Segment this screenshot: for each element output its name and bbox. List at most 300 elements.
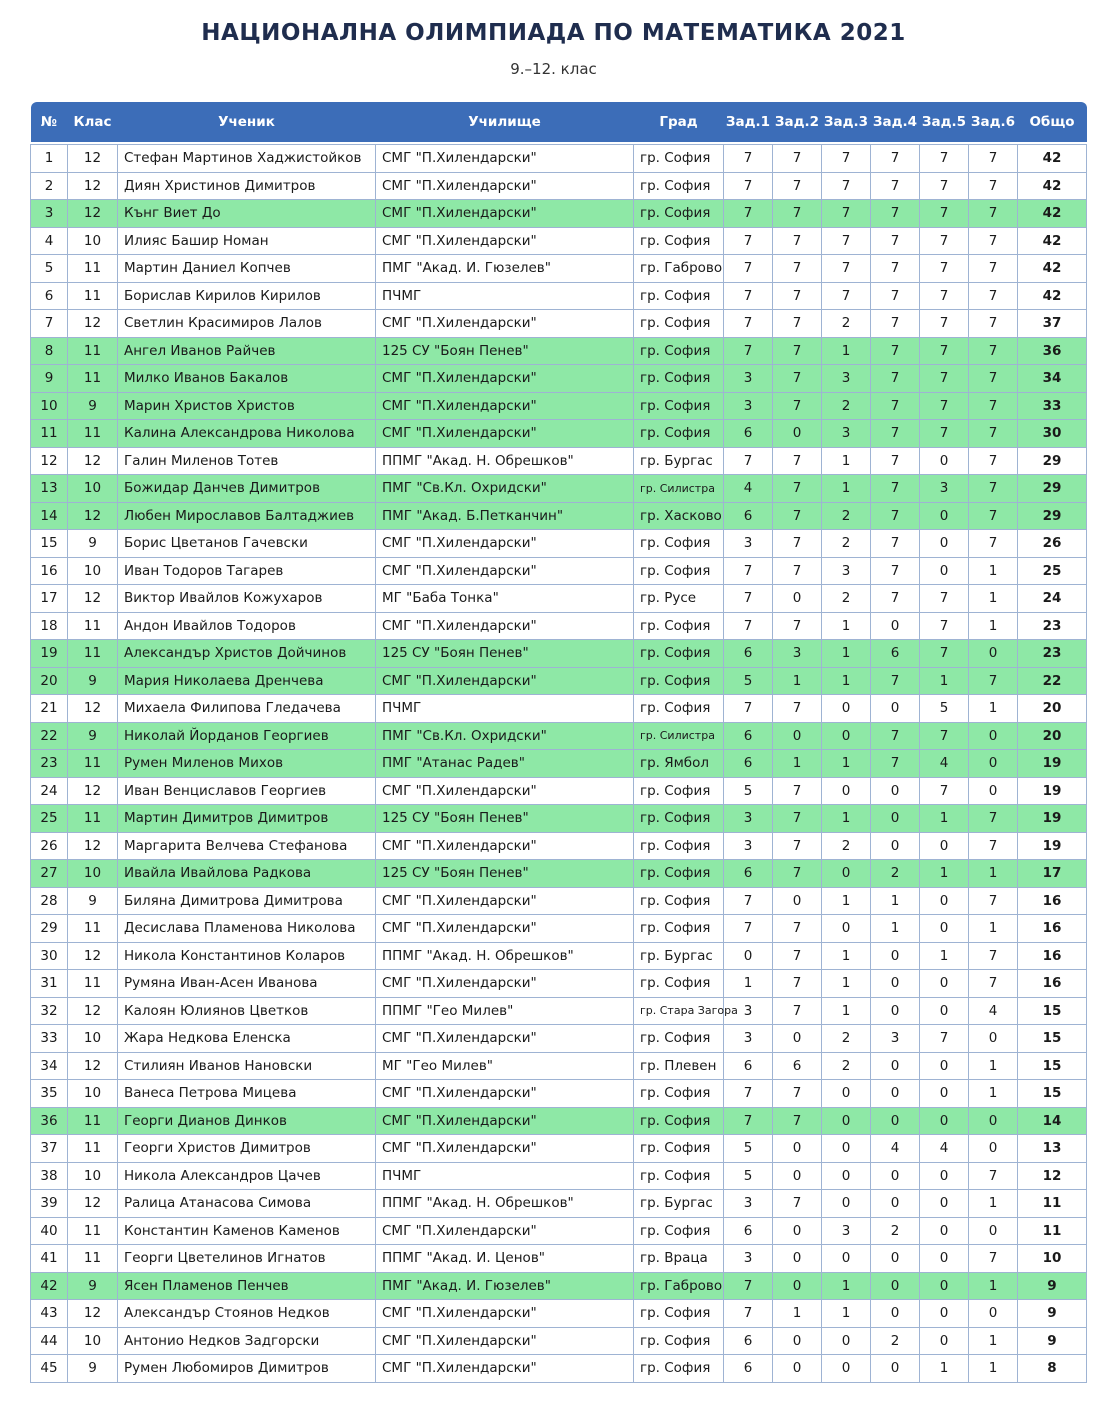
row-task3-score: 7 bbox=[822, 227, 871, 255]
row-task6-score: 1 bbox=[969, 1052, 1018, 1080]
row-student-name: Константин Каменов Каменов bbox=[118, 1217, 376, 1245]
row-task1-score: 5 bbox=[724, 1162, 773, 1190]
row-task6-score: 0 bbox=[969, 1135, 1018, 1163]
row-student-name: Борис Цветанов Гачевски bbox=[118, 530, 376, 558]
row-task6-score: 1 bbox=[969, 1080, 1018, 1108]
row-student-name: Ванеса Петрова Мицева bbox=[118, 1080, 376, 1108]
table-row[interactable] bbox=[31, 1190, 1087, 1218]
row-city: гр. София bbox=[634, 392, 724, 420]
row-task2-score: 0 bbox=[773, 1355, 822, 1383]
row-number: 7 bbox=[31, 310, 68, 338]
row-city: гр. София bbox=[634, 970, 724, 998]
row-task4-score: 7 bbox=[871, 337, 920, 365]
row-task6-score: 7 bbox=[969, 255, 1018, 283]
row-total-score: 25 bbox=[1018, 557, 1087, 585]
row-city: гр. София bbox=[634, 1327, 724, 1355]
table-row[interactable] bbox=[31, 502, 1087, 530]
row-school: СМГ "П.Хилендарски" bbox=[376, 1217, 634, 1245]
row-class: 10 bbox=[68, 860, 118, 888]
row-task5-score: 0 bbox=[920, 915, 969, 943]
row-task5-score: 0 bbox=[920, 1190, 969, 1218]
row-task5-score: 0 bbox=[920, 970, 969, 998]
row-task3-score: 7 bbox=[822, 200, 871, 228]
table-row[interactable] bbox=[31, 392, 1087, 420]
row-total-score: 17 bbox=[1018, 860, 1087, 888]
row-task5-score: 0 bbox=[920, 1162, 969, 1190]
table-row[interactable] bbox=[31, 832, 1087, 860]
row-total-score: 33 bbox=[1018, 392, 1087, 420]
row-city: гр. Ямбол bbox=[634, 750, 724, 778]
table-row[interactable] bbox=[31, 1272, 1087, 1300]
header-task6[interactable]: Зад.6 bbox=[969, 102, 1018, 142]
table-row[interactable] bbox=[31, 970, 1087, 998]
row-number: 23 bbox=[31, 750, 68, 778]
table-row[interactable] bbox=[31, 1052, 1087, 1080]
row-student-name: Михаела Филипова Гледачева bbox=[118, 695, 376, 723]
row-task1-score: 7 bbox=[724, 557, 773, 585]
row-number: 20 bbox=[31, 667, 68, 695]
row-city: гр. Стара Загора bbox=[634, 997, 724, 1025]
row-task4-score: 0 bbox=[871, 832, 920, 860]
row-task1-score: 7 bbox=[724, 585, 773, 613]
table-row[interactable] bbox=[31, 887, 1087, 915]
row-number: 43 bbox=[31, 1300, 68, 1328]
table-row[interactable] bbox=[31, 722, 1087, 750]
row-task3-score: 2 bbox=[822, 310, 871, 338]
row-task4-score: 7 bbox=[871, 750, 920, 778]
row-school: СМГ "П.Хилендарски" bbox=[376, 1135, 634, 1163]
row-student-name: Стефан Мартинов Хаджистойков bbox=[118, 145, 376, 173]
row-city: гр. София bbox=[634, 667, 724, 695]
row-task6-score: 0 bbox=[969, 1300, 1018, 1328]
page-subtitle: 9.–12. клас bbox=[510, 60, 597, 78]
row-task2-score: 7 bbox=[773, 832, 822, 860]
row-total-score: 29 bbox=[1018, 502, 1087, 530]
row-task1-score: 3 bbox=[724, 530, 773, 558]
row-task1-score: 7 bbox=[724, 915, 773, 943]
row-school: СМГ "П.Хилендарски" bbox=[376, 777, 634, 805]
row-class: 9 bbox=[68, 667, 118, 695]
row-task2-score: 0 bbox=[773, 722, 822, 750]
row-task5-score: 0 bbox=[920, 997, 969, 1025]
table-row[interactable] bbox=[31, 640, 1087, 668]
table-row[interactable] bbox=[31, 172, 1087, 200]
row-number: 28 bbox=[31, 887, 68, 915]
table-row[interactable] bbox=[31, 805, 1087, 833]
row-task3-score: 1 bbox=[822, 887, 871, 915]
row-task6-score: 1 bbox=[969, 1190, 1018, 1218]
row-task2-score: 7 bbox=[773, 1080, 822, 1108]
row-task3-score: 1 bbox=[822, 997, 871, 1025]
row-student-name: Галин Миленов Тотев bbox=[118, 447, 376, 475]
row-city: гр. София bbox=[634, 1080, 724, 1108]
row-task6-score: 7 bbox=[969, 667, 1018, 695]
row-number: 12 bbox=[31, 447, 68, 475]
row-task1-score: 3 bbox=[724, 392, 773, 420]
row-task3-score: 2 bbox=[822, 502, 871, 530]
header-school[interactable]: Училище bbox=[376, 102, 634, 142]
row-task4-score: 7 bbox=[871, 475, 920, 503]
row-task6-score: 0 bbox=[969, 777, 1018, 805]
row-task4-score: 7 bbox=[871, 145, 920, 173]
table-row[interactable] bbox=[31, 695, 1087, 723]
row-class: 12 bbox=[68, 502, 118, 530]
row-class: 9 bbox=[68, 1272, 118, 1300]
row-student-name: Андон Ивайлов Тодоров bbox=[118, 612, 376, 640]
row-total-score: 20 bbox=[1018, 695, 1087, 723]
row-task3-score: 1 bbox=[822, 640, 871, 668]
row-city: гр. София bbox=[634, 832, 724, 860]
row-student-name: Ралица Атанасова Симова bbox=[118, 1190, 376, 1218]
row-city: гр. София bbox=[634, 777, 724, 805]
row-task3-score: 1 bbox=[822, 1272, 871, 1300]
row-task2-score: 7 bbox=[773, 310, 822, 338]
row-task1-score: 6 bbox=[724, 420, 773, 448]
row-task4-score: 2 bbox=[871, 1327, 920, 1355]
row-task4-score: 7 bbox=[871, 392, 920, 420]
row-city: гр. София bbox=[634, 310, 724, 338]
row-task3-score: 0 bbox=[822, 1190, 871, 1218]
table-row[interactable] bbox=[31, 1245, 1087, 1273]
row-task5-score: 1 bbox=[920, 1355, 969, 1383]
row-task4-score: 0 bbox=[871, 695, 920, 723]
header-number[interactable]: № bbox=[31, 102, 68, 142]
header-task3[interactable]: Зад.3 bbox=[822, 102, 871, 142]
row-total-score: 34 bbox=[1018, 365, 1087, 393]
row-student-name: Любен Мирославов Балтаджиев bbox=[118, 502, 376, 530]
row-task1-score: 3 bbox=[724, 365, 773, 393]
table-row[interactable] bbox=[31, 255, 1087, 283]
row-student-name: Николай Йорданов Георгиев bbox=[118, 722, 376, 750]
row-task1-score: 4 bbox=[724, 475, 773, 503]
row-total-score: 11 bbox=[1018, 1217, 1087, 1245]
row-number: 26 bbox=[31, 832, 68, 860]
row-task6-score: 7 bbox=[969, 475, 1018, 503]
table-row[interactable] bbox=[31, 200, 1087, 228]
row-task2-score: 0 bbox=[773, 887, 822, 915]
row-task1-score: 1 bbox=[724, 970, 773, 998]
row-task1-score: 5 bbox=[724, 1135, 773, 1163]
row-task5-score: 4 bbox=[920, 750, 969, 778]
row-task4-score: 7 bbox=[871, 172, 920, 200]
row-task5-score: 7 bbox=[920, 145, 969, 173]
row-task1-score: 3 bbox=[724, 1025, 773, 1053]
row-city: гр. София bbox=[634, 365, 724, 393]
row-task6-score: 7 bbox=[969, 200, 1018, 228]
row-total-score: 23 bbox=[1018, 640, 1087, 668]
row-school: СМГ "П.Хилендарски" bbox=[376, 1025, 634, 1053]
row-task6-score: 0 bbox=[969, 640, 1018, 668]
row-task2-score: 7 bbox=[773, 365, 822, 393]
row-task5-score: 7 bbox=[920, 255, 969, 283]
row-number: 27 bbox=[31, 860, 68, 888]
row-task3-score: 1 bbox=[822, 667, 871, 695]
row-task6-score: 7 bbox=[969, 310, 1018, 338]
row-city: гр. Габрово bbox=[634, 1272, 724, 1300]
row-task3-score: 7 bbox=[822, 172, 871, 200]
row-task2-score: 7 bbox=[773, 392, 822, 420]
row-task4-score: 7 bbox=[871, 310, 920, 338]
row-total-score: 29 bbox=[1018, 447, 1087, 475]
row-task3-score: 7 bbox=[822, 282, 871, 310]
table-row[interactable] bbox=[31, 750, 1087, 778]
row-number: 35 bbox=[31, 1080, 68, 1108]
row-total-score: 37 bbox=[1018, 310, 1087, 338]
row-city: гр. Враца bbox=[634, 1245, 724, 1273]
row-number: 18 bbox=[31, 612, 68, 640]
row-school: СМГ "П.Хилендарски" bbox=[376, 612, 634, 640]
row-class: 11 bbox=[68, 805, 118, 833]
row-number: 25 bbox=[31, 805, 68, 833]
row-student-name: Александър Стоянов Недков bbox=[118, 1300, 376, 1328]
header-class[interactable]: Клас bbox=[68, 102, 118, 142]
header-task1[interactable]: Зад.1 bbox=[724, 102, 773, 142]
row-student-name: Калина Александрова Николова bbox=[118, 420, 376, 448]
row-task4-score: 7 bbox=[871, 255, 920, 283]
row-task1-score: 6 bbox=[724, 640, 773, 668]
row-school: СМГ "П.Хилендарски" bbox=[376, 915, 634, 943]
row-task4-score: 0 bbox=[871, 777, 920, 805]
table-row[interactable] bbox=[31, 915, 1087, 943]
row-task6-score: 7 bbox=[969, 502, 1018, 530]
table-row[interactable] bbox=[31, 1355, 1087, 1383]
table-row[interactable] bbox=[31, 1080, 1087, 1108]
row-school: ППМГ "Акад. Н. Обрешков" bbox=[376, 1190, 634, 1218]
row-number: 3 bbox=[31, 200, 68, 228]
table-row[interactable] bbox=[31, 447, 1087, 475]
row-school: ПМГ "Акад. Б.Петканчин" bbox=[376, 502, 634, 530]
header-task5[interactable]: Зад.5 bbox=[920, 102, 969, 142]
row-task4-score: 0 bbox=[871, 1190, 920, 1218]
row-school: ПЧМГ bbox=[376, 695, 634, 723]
row-task1-score: 7 bbox=[724, 447, 773, 475]
row-student-name: Мария Николаева Дренчева bbox=[118, 667, 376, 695]
row-total-score: 15 bbox=[1018, 1025, 1087, 1053]
row-city: гр. София bbox=[634, 887, 724, 915]
row-task6-score: 1 bbox=[969, 1272, 1018, 1300]
table-row[interactable] bbox=[31, 1025, 1087, 1053]
row-task2-score: 0 bbox=[773, 420, 822, 448]
row-task1-score: 3 bbox=[724, 1190, 773, 1218]
row-task3-score: 0 bbox=[822, 1080, 871, 1108]
row-class: 11 bbox=[68, 1245, 118, 1273]
row-school: ППМГ "Акад. Н. Обрешков" bbox=[376, 942, 634, 970]
table-row[interactable] bbox=[31, 282, 1087, 310]
row-task6-score: 1 bbox=[969, 860, 1018, 888]
row-task3-score: 0 bbox=[822, 1107, 871, 1135]
row-school: СМГ "П.Хилендарски" bbox=[376, 365, 634, 393]
row-number: 10 bbox=[31, 392, 68, 420]
row-task5-score: 1 bbox=[920, 805, 969, 833]
row-number: 24 bbox=[31, 777, 68, 805]
header-student[interactable]: Ученик bbox=[118, 102, 376, 142]
row-task4-score: 0 bbox=[871, 942, 920, 970]
row-task4-score: 6 bbox=[871, 640, 920, 668]
table-row[interactable] bbox=[31, 1107, 1087, 1135]
row-task1-score: 7 bbox=[724, 1300, 773, 1328]
row-task1-score: 7 bbox=[724, 200, 773, 228]
row-task1-score: 7 bbox=[724, 1107, 773, 1135]
row-task6-score: 4 bbox=[969, 997, 1018, 1025]
row-task6-score: 7 bbox=[969, 1245, 1018, 1273]
row-task5-score: 3 bbox=[920, 475, 969, 503]
row-number: 38 bbox=[31, 1162, 68, 1190]
row-school: ПМГ "Атанас Радев" bbox=[376, 750, 634, 778]
row-city: гр. Бургас bbox=[634, 447, 724, 475]
row-task3-score: 2 bbox=[822, 392, 871, 420]
row-total-score: 42 bbox=[1018, 172, 1087, 200]
row-task2-score: 7 bbox=[773, 282, 822, 310]
table-row[interactable] bbox=[31, 530, 1087, 558]
row-school: СМГ "П.Хилендарски" bbox=[376, 530, 634, 558]
row-task1-score: 7 bbox=[724, 612, 773, 640]
row-city: гр. София bbox=[634, 1162, 724, 1190]
row-student-name: Георги Цветелинов Игнатов bbox=[118, 1245, 376, 1273]
row-task3-score: 2 bbox=[822, 1052, 871, 1080]
row-task6-score: 7 bbox=[969, 1162, 1018, 1190]
row-task3-score: 1 bbox=[822, 475, 871, 503]
table-row[interactable] bbox=[31, 1135, 1087, 1163]
table-row[interactable] bbox=[31, 557, 1087, 585]
row-school: ППМГ "Акад. И. Ценов" bbox=[376, 1245, 634, 1273]
row-class: 11 bbox=[68, 255, 118, 283]
header-total[interactable]: Общо bbox=[1018, 102, 1087, 142]
row-student-name: Стилиян Иванов Нановски bbox=[118, 1052, 376, 1080]
table-row[interactable] bbox=[31, 475, 1087, 503]
row-school: СМГ "П.Хилендарски" bbox=[376, 172, 634, 200]
row-school: МГ "Баба Тонка" bbox=[376, 585, 634, 613]
row-class: 10 bbox=[68, 1025, 118, 1053]
table-row[interactable] bbox=[31, 365, 1087, 393]
table-row[interactable] bbox=[31, 612, 1087, 640]
row-task5-score: 7 bbox=[920, 282, 969, 310]
row-task5-score: 0 bbox=[920, 557, 969, 585]
table-row[interactable] bbox=[31, 1162, 1087, 1190]
row-task2-score: 7 bbox=[773, 612, 822, 640]
row-task3-score: 3 bbox=[822, 557, 871, 585]
row-task1-score: 5 bbox=[724, 777, 773, 805]
row-task6-score: 7 bbox=[969, 832, 1018, 860]
row-task3-score: 0 bbox=[822, 860, 871, 888]
row-task2-score: 7 bbox=[773, 805, 822, 833]
row-number: 17 bbox=[31, 585, 68, 613]
table-row[interactable] bbox=[31, 777, 1087, 805]
row-task3-score: 0 bbox=[822, 722, 871, 750]
row-task6-score: 7 bbox=[969, 530, 1018, 558]
row-task5-score: 0 bbox=[920, 530, 969, 558]
row-class: 10 bbox=[68, 1080, 118, 1108]
row-task3-score: 1 bbox=[822, 750, 871, 778]
row-task6-score: 7 bbox=[969, 282, 1018, 310]
row-school: ПМГ "Св.Кл. Охридски" bbox=[376, 722, 634, 750]
row-task4-score: 1 bbox=[871, 887, 920, 915]
row-student-name: Виктор Ивайлов Кожухаров bbox=[118, 585, 376, 613]
row-city: гр. Силистра bbox=[634, 475, 724, 503]
row-task3-score: 0 bbox=[822, 1245, 871, 1273]
row-task2-score: 7 bbox=[773, 997, 822, 1025]
row-task6-score: 1 bbox=[969, 915, 1018, 943]
row-task1-score: 3 bbox=[724, 832, 773, 860]
row-class: 10 bbox=[68, 227, 118, 255]
table-row[interactable] bbox=[31, 310, 1087, 338]
table-row[interactable] bbox=[31, 1217, 1087, 1245]
row-task1-score: 6 bbox=[724, 1327, 773, 1355]
row-task3-score: 3 bbox=[822, 1217, 871, 1245]
row-task2-score: 7 bbox=[773, 777, 822, 805]
row-task3-score: 3 bbox=[822, 420, 871, 448]
table-row[interactable] bbox=[31, 585, 1087, 613]
row-school: СМГ "П.Хилендарски" bbox=[376, 392, 634, 420]
table-row[interactable] bbox=[31, 1300, 1087, 1328]
row-task5-score: 5 bbox=[920, 695, 969, 723]
row-task2-score: 0 bbox=[773, 1327, 822, 1355]
row-school: ППМГ "Акад. Н. Обрешков" bbox=[376, 447, 634, 475]
row-student-name: Мартин Димитров Димитров bbox=[118, 805, 376, 833]
row-student-name: Румен Миленов Михов bbox=[118, 750, 376, 778]
row-class: 12 bbox=[68, 695, 118, 723]
row-city: гр. София bbox=[634, 227, 724, 255]
row-total-score: 29 bbox=[1018, 475, 1087, 503]
table-row[interactable] bbox=[31, 860, 1087, 888]
row-task3-score: 1 bbox=[822, 447, 871, 475]
row-class: 11 bbox=[68, 915, 118, 943]
row-task6-score: 0 bbox=[969, 1217, 1018, 1245]
row-class: 10 bbox=[68, 1162, 118, 1190]
row-task6-score: 0 bbox=[969, 1107, 1018, 1135]
row-task5-score: 7 bbox=[920, 172, 969, 200]
row-number: 31 bbox=[31, 970, 68, 998]
header-task2[interactable]: Зад.2 bbox=[773, 102, 822, 142]
table-row[interactable] bbox=[31, 420, 1087, 448]
row-student-name: Милко Иванов Бакалов bbox=[118, 365, 376, 393]
header-city[interactable]: Град bbox=[634, 102, 724, 142]
row-student-name: Румен Любомиров Димитров bbox=[118, 1355, 376, 1383]
row-school: ПМГ "Акад. И. Гюзелев" bbox=[376, 255, 634, 283]
row-number: 4 bbox=[31, 227, 68, 255]
row-task4-score: 0 bbox=[871, 997, 920, 1025]
row-task6-score: 7 bbox=[969, 805, 1018, 833]
header-task4[interactable]: Зад.4 bbox=[871, 102, 920, 142]
row-number: 1 bbox=[31, 145, 68, 173]
table-row[interactable] bbox=[31, 667, 1087, 695]
table-row[interactable] bbox=[31, 942, 1087, 970]
table-row[interactable] bbox=[31, 1327, 1087, 1355]
row-school: СМГ "П.Хилендарски" bbox=[376, 557, 634, 585]
row-total-score: 16 bbox=[1018, 887, 1087, 915]
table-row[interactable] bbox=[31, 997, 1087, 1025]
row-total-score: 19 bbox=[1018, 750, 1087, 778]
table-row[interactable] bbox=[31, 337, 1087, 365]
table-row[interactable] bbox=[31, 227, 1087, 255]
row-task4-score: 0 bbox=[871, 805, 920, 833]
row-student-name: Георги Христов Димитров bbox=[118, 1135, 376, 1163]
row-number: 33 bbox=[31, 1025, 68, 1053]
row-task2-score: 7 bbox=[773, 942, 822, 970]
row-school: СМГ "П.Хилендарски" bbox=[376, 667, 634, 695]
row-task6-score: 1 bbox=[969, 585, 1018, 613]
row-number: 39 bbox=[31, 1190, 68, 1218]
row-task5-score: 7 bbox=[920, 640, 969, 668]
table-row[interactable] bbox=[31, 145, 1087, 173]
row-school: 125 СУ "Боян Пенев" bbox=[376, 640, 634, 668]
row-task1-score: 6 bbox=[724, 1052, 773, 1080]
row-task1-score: 7 bbox=[724, 1080, 773, 1108]
row-task4-score: 7 bbox=[871, 365, 920, 393]
row-task5-score: 7 bbox=[920, 420, 969, 448]
row-task5-score: 0 bbox=[920, 832, 969, 860]
row-task3-score: 0 bbox=[822, 1355, 871, 1383]
row-task6-score: 7 bbox=[969, 447, 1018, 475]
